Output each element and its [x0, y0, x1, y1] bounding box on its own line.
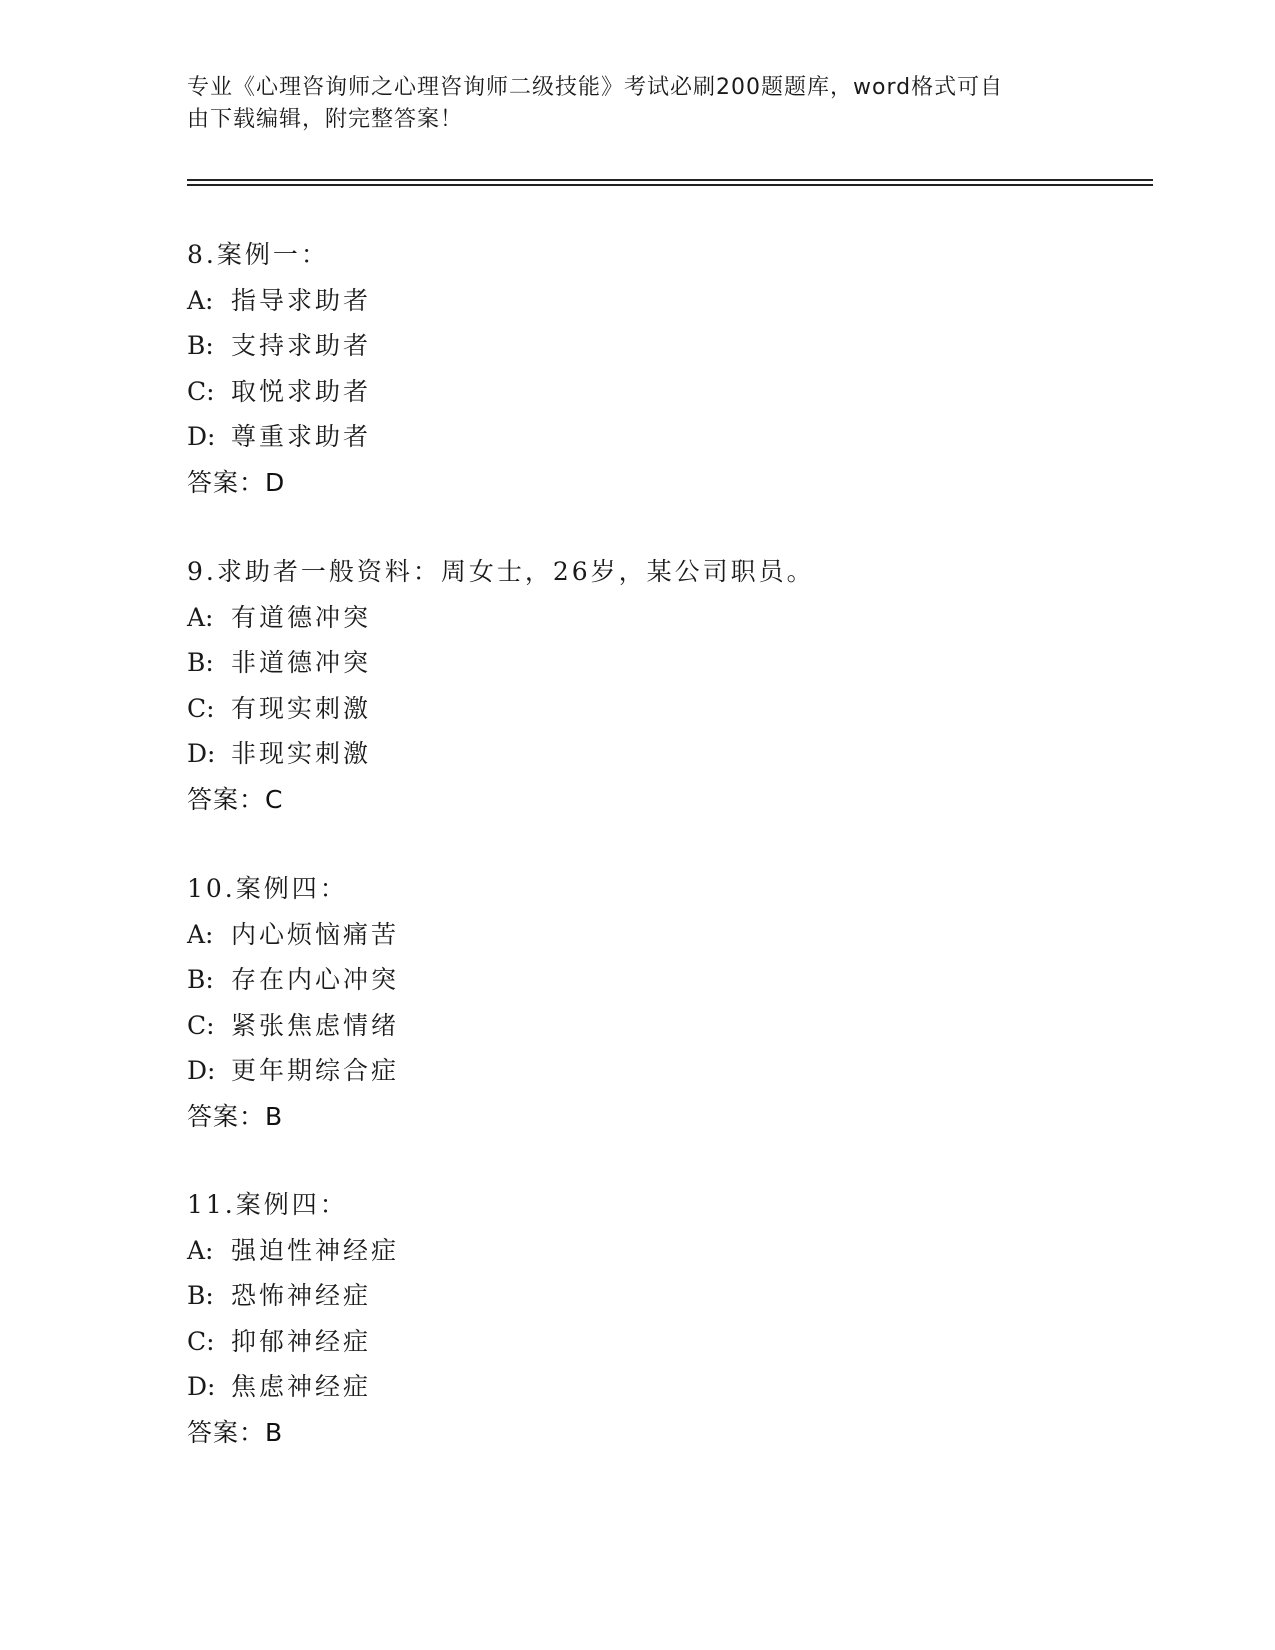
question-title: 9.求助者一般资料：周女士，26岁，某公司职员。: [187, 557, 815, 586]
option-text: 强迫性神经症: [231, 1235, 400, 1265]
option-letter: D:: [187, 739, 216, 768]
option-a: [187, 912, 1087, 958]
option-text: 存在内心冲突: [231, 965, 400, 994]
option-text: 指导求助者: [231, 285, 372, 315]
header-divider-bottom: [187, 184, 1153, 186]
option-a: [187, 1228, 1087, 1274]
option-b: [187, 323, 1087, 369]
header-divider-top: [187, 179, 1153, 181]
answer-line: 答案：D: [187, 467, 286, 497]
option-b: [187, 957, 1087, 1003]
option-letter: C:: [187, 1326, 215, 1356]
option-c: [187, 1003, 1087, 1049]
option-letter: B:: [187, 648, 214, 677]
option-d: [187, 731, 1087, 777]
option-text: 有现实刺激: [231, 693, 372, 723]
option-text: 支持求助者: [231, 331, 372, 360]
option-letter: B:: [187, 1281, 214, 1310]
option-a: [187, 595, 1087, 641]
header-line-2: 由下载编辑，附完整答案！: [187, 107, 464, 132]
question-block: [187, 1182, 1087, 1455]
option-letter: C:: [187, 1010, 215, 1040]
option-d: [187, 1364, 1087, 1410]
option-letter: D:: [187, 1056, 216, 1085]
option-letter: A:: [187, 285, 214, 315]
option-letter: C:: [187, 693, 215, 723]
document-header: [187, 72, 1087, 136]
answer-line: 答案：B: [187, 1101, 284, 1131]
option-letter: B:: [187, 965, 214, 994]
option-text: 焦虑神经症: [231, 1372, 372, 1401]
question-block: [187, 232, 1087, 505]
question-title: 11.案例四：: [187, 1190, 348, 1219]
option-text: 尊重求助者: [231, 422, 372, 451]
question-title: 10.案例四：: [187, 874, 348, 903]
header-line-1: 专业《心理咨询师之心理咨询师二级技能》考试必刷200题题库，word格式可自: [187, 75, 1004, 100]
option-text: 恐怖神经症: [231, 1281, 372, 1310]
option-letter: D:: [187, 1372, 216, 1401]
option-b: [187, 640, 1087, 686]
option-text: 取悦求助者: [231, 376, 372, 406]
answer-line: 答案：C: [187, 784, 284, 814]
option-text: 有道德冲突: [231, 602, 372, 632]
option-letter: B:: [187, 331, 214, 360]
option-letter: C:: [187, 376, 215, 406]
question-title: 8.案例一：: [187, 240, 329, 269]
option-text: 内心烦恼痛苦: [231, 919, 400, 949]
option-letter: A:: [187, 919, 214, 949]
option-text: 紧张焦虑情绪: [231, 1010, 400, 1040]
option-letter: A:: [187, 1235, 214, 1265]
option-d: [187, 414, 1087, 460]
option-c: [187, 1319, 1087, 1365]
option-d: [187, 1048, 1087, 1094]
question-block: [187, 549, 1087, 822]
option-a: [187, 278, 1087, 324]
option-text: 抑郁神经症: [231, 1326, 372, 1356]
option-text: 更年期综合症: [231, 1056, 400, 1085]
option-c: [187, 369, 1087, 415]
option-letter: A:: [187, 602, 214, 632]
option-text: 非道德冲突: [231, 648, 372, 677]
option-b: [187, 1273, 1087, 1319]
option-c: [187, 686, 1087, 732]
answer-line: 答案：B: [187, 1417, 284, 1447]
question-block: [187, 866, 1087, 1139]
option-letter: D:: [187, 422, 216, 451]
option-text: 非现实刺激: [231, 739, 372, 768]
